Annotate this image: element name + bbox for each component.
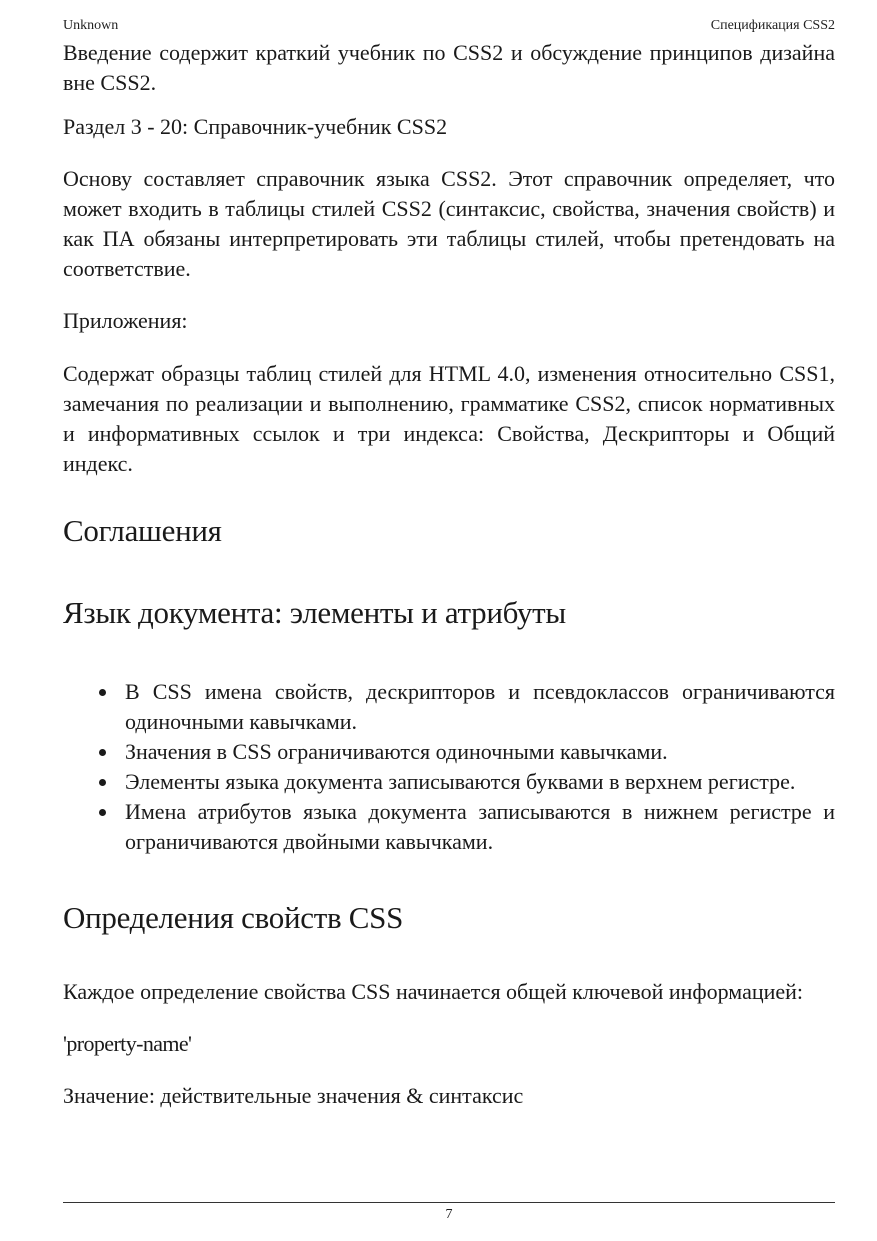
- header-left-text: Unknown: [63, 18, 119, 33]
- heading-doc-language: Язык документа: элементы и атрибуты: [63, 595, 566, 630]
- bullet-icon: [99, 779, 106, 786]
- heading-conventions: Соглашения: [63, 513, 222, 548]
- property-definition-intro: Каждое определение свойства CSS начинается общей ключевой информацией:: [63, 979, 804, 1004]
- conventions-list: [63, 677, 835, 857]
- section-reference: Раздел 3 - 20: Справочник-учебник CSS2: [63, 114, 448, 139]
- appendix-description: Содержат образцы таблиц стилей для HTML 4.0, изменения относительно CSS1, замечания по реализации и выполнению, грамматике CSS2, список нормативных и информативных ссылок и три индекса: Свойства, Дескрипторы и Общий индекс.: [63, 361, 835, 476]
- section-description: Основу составляет справочник языка CSS2. Этот справочник определяет, что может входить в таблицы стилей CSS2 (синтаксис, свойства, значения свойств) и как ПА обязаны интерпретировать эти таблицы стилей, чтобы претендовать на соответствие.: [63, 166, 835, 281]
- header-right-title: Спецификация CSS2: [710, 18, 835, 33]
- property-name-example: 'property-name': [63, 1031, 192, 1056]
- document-page: [63, 0, 835, 1241]
- list-item: Элементы языка документа записываются буквами в верхнем регистре.: [63, 767, 835, 797]
- bullet-icon: [99, 749, 106, 756]
- bullet-icon: [99, 809, 106, 816]
- list-item: Значения в CSS ограничиваются одиночными кавычками.: [63, 737, 835, 767]
- list-item: Имена атрибутов языка документа записываются в нижнем регистре и ограничиваются двойными кавычками.: [63, 797, 835, 857]
- heading-css-property-definitions: Определения свойств CSS: [63, 900, 404, 935]
- bullet-icon: [99, 689, 106, 696]
- footer-divider: [63, 1202, 835, 1203]
- list-item: В CSS имена свойств, дескрипторов и псевдоклассов ограничиваются одиночными кавычками.: [63, 677, 835, 737]
- page-content: [63, 38, 835, 1111]
- intro-paragraph: Введение содержит краткий учебник по CSS2 и обсуждение принципов дизайна вне CSS2.: [63, 40, 835, 95]
- value-line: Значение: действительные значения & синтаксис: [63, 1083, 524, 1108]
- appendix-label: Приложения:: [63, 308, 188, 333]
- page-number: 7: [445, 1207, 453, 1222]
